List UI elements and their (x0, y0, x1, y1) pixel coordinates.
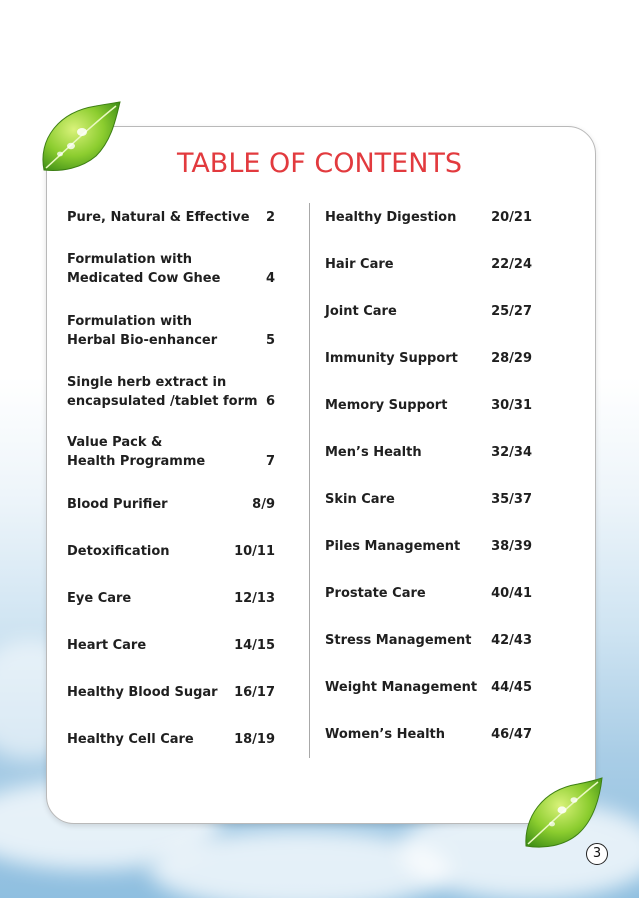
toc-entry (325, 208, 532, 228)
toc-entry-page: 30/31 (491, 398, 532, 413)
toc-entry-page: 25/27 (491, 304, 532, 319)
toc-entry-page: 42/43 (491, 633, 532, 648)
toc-entry-page: 18/19 (234, 732, 275, 747)
toc-entry-page: 40/41 (491, 586, 532, 601)
green-leaf-icon (522, 776, 604, 850)
toc-entry-page: 46/47 (491, 727, 532, 742)
toc-entry (67, 250, 275, 290)
toc-entry (67, 312, 275, 352)
toc-entry-label: Piles Management (325, 539, 461, 554)
toc-entry (325, 631, 532, 651)
toc-entry (67, 495, 275, 515)
toc-entry-label: Single herb extract in encapsulated /tablet form (67, 375, 258, 409)
toc-entry-page: 44/45 (491, 680, 532, 695)
contents-card (46, 126, 596, 824)
toc-entry-label: Healthy Blood Sugar (67, 685, 218, 700)
toc-entry-page: 32/34 (491, 445, 532, 460)
toc-entry-page: 6 (265, 394, 275, 409)
toc-entry-label: Hair Care (325, 257, 394, 272)
toc-entry (67, 433, 275, 473)
toc-entry-page: 7 (265, 454, 275, 469)
toc-entry-page: 8/9 (252, 497, 275, 512)
toc-entry (325, 537, 532, 557)
toc-entry-label: Eye Care (67, 591, 132, 606)
toc-entry-label: Prostate Care (325, 586, 426, 601)
toc-entry-label: Healthy Cell Care (67, 732, 194, 747)
toc-entry-label: Detoxification (67, 544, 170, 559)
page-number: 3 (586, 843, 608, 865)
toc-entry-page: 28/29 (491, 351, 532, 366)
toc-entry (325, 678, 532, 698)
toc-entry (325, 490, 532, 510)
toc-entry-label: Joint Care (325, 304, 397, 319)
toc-entry (67, 373, 275, 413)
toc-entry (325, 725, 532, 745)
toc-entry-label: Stress Management (325, 633, 472, 648)
toc-entry (67, 636, 275, 656)
page-title: TABLE OF CONTENTS (176, 148, 463, 179)
toc-entry-label: Immunity Support (325, 351, 458, 366)
toc-entry-label: Formulation with Medicated Cow Ghee (67, 252, 221, 286)
toc-entry-label: Skin Care (325, 492, 395, 507)
toc-entry-label: Pure, Natural & Effective (67, 210, 250, 225)
toc-entry-label: Men’s Health (325, 445, 422, 460)
toc-entry (67, 683, 275, 703)
toc-entry-page: 5 (265, 333, 275, 348)
toc-entry (67, 208, 275, 228)
toc-entry (325, 349, 532, 369)
toc-entry (325, 255, 532, 275)
toc-entry-page: 22/24 (491, 257, 532, 272)
toc-entry-page: 14/15 (234, 638, 275, 653)
toc-entry-label: Heart Care (67, 638, 147, 653)
toc-entry-page: 2 (265, 210, 275, 225)
toc-entry-page: 35/37 (491, 492, 532, 507)
toc-entry-label: Value Pack & Health Programme (67, 435, 206, 469)
toc-entry-page: 38/39 (491, 539, 532, 554)
toc-entry-label: Healthy Digestion (325, 210, 457, 225)
toc-entry (325, 302, 532, 322)
toc-entry (67, 589, 275, 609)
toc-entry-label: Memory Support (325, 398, 448, 413)
toc-entry-label: Formulation with Herbal Bio-enhancer (67, 314, 218, 348)
toc-entry-page: 10/11 (234, 544, 275, 559)
toc-entry (67, 730, 275, 750)
toc-entry (325, 396, 532, 416)
toc-entry (325, 443, 532, 463)
toc-entry-page: 16/17 (234, 685, 275, 700)
toc-entry-label: Weight Management (325, 680, 478, 695)
toc-entry-page: 12/13 (234, 591, 275, 606)
column-divider (309, 203, 310, 758)
toc-entry (67, 542, 275, 562)
toc-entry-page: 20/21 (491, 210, 532, 225)
toc-entry (325, 584, 532, 604)
toc-entry-label: Women’s Health (325, 727, 446, 742)
toc-entry-label: Blood Purifier (67, 497, 168, 512)
toc-entry-page: 4 (265, 271, 275, 286)
